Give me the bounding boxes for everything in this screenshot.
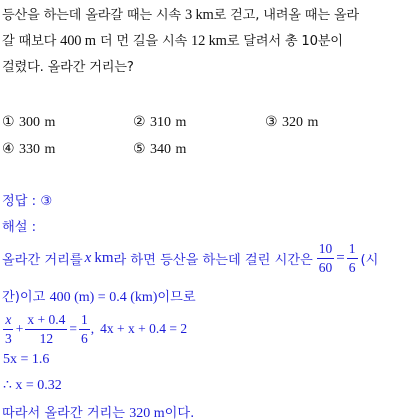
choice-3[interactable]: ③ 320 m bbox=[265, 114, 319, 130]
choice-1[interactable]: ① 300 m bbox=[2, 114, 56, 130]
conclusion-line: 따라서 올라간 거리는 320 m이다. bbox=[2, 406, 195, 420]
fraction-1-6: $\frac{1}{6}$ bbox=[348, 241, 356, 275]
speed-unit: km bbox=[208, 33, 227, 49]
explanation-label: 해설 : bbox=[2, 220, 37, 235]
explanation-line-2: 간)이고 400 (m) = 0.4 (km)이므로 bbox=[2, 290, 196, 305]
question-text: 로 걷고, 내려올 때는 올라 bbox=[213, 8, 359, 23]
choice-2[interactable]: ② 310 m bbox=[133, 114, 187, 130]
variable-x: x bbox=[84, 249, 92, 266]
choice-marker: ① bbox=[2, 114, 15, 130]
explanation-line-1: 올라간 거리를 x km 라 하면 등산을 하는데 걸린 시간은 $\frac{10}{60}$ = $\frac{1}{6}$ (시 bbox=[2, 241, 379, 275]
choice-marker: ② bbox=[133, 114, 146, 130]
distance-value: 400 bbox=[60, 33, 82, 49]
fraction-1-6: $\frac{1}{6}$ bbox=[81, 312, 88, 346]
question-text: 더 먼 길을 시속 bbox=[95, 34, 192, 49]
choice-marker: ⑤ bbox=[133, 141, 146, 157]
choice-5[interactable]: ⑤ 340 m bbox=[133, 141, 187, 157]
result-value: 320 bbox=[129, 406, 151, 420]
distance-unit: m bbox=[84, 33, 96, 49]
question-text: 등산을 하는데 올라갈 때는 시속 bbox=[2, 8, 185, 23]
question-text: 로 달려서 총 10분이 bbox=[226, 34, 343, 49]
question-line-3: 걸렸다. 올라간 거리는? bbox=[2, 60, 134, 75]
speed-value: 3 bbox=[184, 7, 193, 23]
answer-label: 정답 : bbox=[2, 194, 41, 209]
fraction-x-3: $\frac{x}{3}$ bbox=[5, 312, 12, 346]
speed-unit: km bbox=[195, 7, 214, 23]
equation-2: 5x = 1.6 bbox=[3, 352, 50, 367]
choice-marker: ④ bbox=[2, 141, 15, 157]
question-line-1 bbox=[2, 4, 359, 24]
choice-4[interactable]: ④ 330 m bbox=[2, 141, 56, 157]
result-unit: m bbox=[153, 406, 165, 420]
fraction-x-plus-04-12: $\frac{x + 0.4}{12}$ bbox=[27, 312, 66, 346]
equation-1: $\frac{x}{3}$ + $\frac{x + 0.4}{12}$ = $\frac{1}{6}$ , 4x + x + 0.4 = 2 bbox=[5, 312, 188, 346]
answer-line bbox=[2, 190, 52, 209]
question-text: 갈 때보다 bbox=[2, 34, 61, 49]
equation-3: ∴ x = 0.32 bbox=[3, 378, 62, 393]
answer-value: ③ bbox=[40, 194, 53, 209]
fraction-10-60: $\frac{10}{60}$ bbox=[318, 241, 333, 275]
question-line-2 bbox=[2, 30, 343, 50]
speed-value: 12 bbox=[191, 33, 206, 49]
choice-marker: ③ bbox=[265, 114, 278, 130]
equation-rhs: 4x + x + 0.4 = 2 bbox=[100, 321, 188, 336]
